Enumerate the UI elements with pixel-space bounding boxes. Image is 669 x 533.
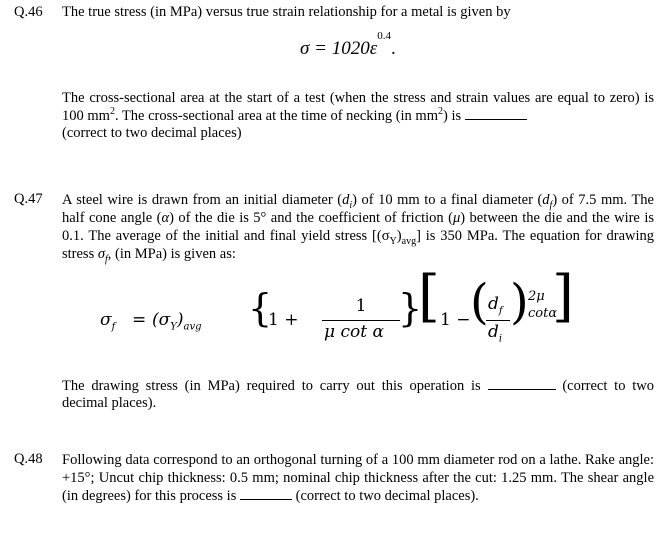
eq-lhs: $\sigma_f$	[100, 310, 116, 333]
para-text: ] is 350 MPa. The equation for drawing stress	[62, 228, 655, 262]
sub-i: i	[349, 199, 353, 211]
para-text: (correct to two decimal places).	[62, 378, 655, 411]
eq-right-paren: )	[510, 274, 529, 330]
eq-numerator: 1	[355, 296, 367, 316]
para-text: , (in MPa) is given as:	[107, 246, 236, 262]
para-text: The drawing stress (in MPa) required to carry out this operation is	[62, 378, 481, 394]
question-47-text	[62, 191, 654, 263]
var-d: d	[542, 192, 550, 208]
question-number: Q.48	[14, 451, 43, 467]
eq-denominator: μ cot α	[324, 322, 384, 342]
para-text: ) between the die and the wire is 0.1. The average of the initial and final yield stress [(σ	[62, 210, 654, 244]
question-46-paragraph	[62, 90, 654, 142]
question-47-paragraph	[62, 377, 654, 412]
eq-fraction-bar	[322, 320, 400, 321]
superscript: 2	[438, 106, 443, 118]
question-number: Q.46	[14, 4, 43, 20]
eq-one-minus: 1 −	[440, 310, 471, 330]
eq-right-brace: }	[398, 286, 423, 330]
eq-one-plus: 1 +	[268, 310, 299, 330]
var-sigma: σ	[97, 246, 106, 262]
eq-left-bracket: [	[418, 264, 440, 329]
question-number: Q.47	[14, 191, 43, 207]
stress-strain-equation: $\sigma = 1020\varepsilon^{0.4}$.	[300, 29, 396, 59]
sub-avg: avg	[401, 235, 417, 247]
eq-equals: =	[132, 310, 147, 330]
para-text: ) of the die is 5° and the coefficient of friction (	[169, 210, 453, 226]
para-text: (correct to two decimal places)	[62, 125, 242, 141]
answer-blank[interactable]	[240, 487, 292, 500]
superscript: 2	[109, 106, 115, 118]
answer-blank[interactable]	[465, 107, 527, 120]
eq-di: $d_i$	[488, 322, 503, 345]
eq-left-paren: (	[470, 274, 489, 330]
eq-df: $d_f$	[488, 294, 503, 317]
eq-right-bracket: ]	[552, 264, 574, 329]
para-text: ) of 7.5 mm. The half cone angle (	[62, 192, 654, 226]
para-text: The cross-sectional area at the start of a test (when the stress and strain values are equal to zero) is 100 mm	[62, 90, 654, 124]
para-text: Following data correspond to an orthogonal turning of a 100 mm diameter rod on a lathe. Rake angle: +15°; Uncut chip thickness: 0.5 mm; nominal chip thickness after the cut: 1.25 mm. The shear angle (in degrees) for this process is	[62, 452, 654, 504]
para-text: . The cross-sectional area at the time of necking (in mm	[114, 108, 438, 124]
para-text: )	[396, 228, 402, 244]
equation-body: σ = 1020ε	[300, 38, 378, 59]
eq-sigma-y: $(\sigma_Y)_{avg}$	[152, 310, 202, 333]
para-text: ) of 10 mm to a final diameter (	[352, 192, 543, 208]
var-alpha: α	[161, 210, 170, 226]
eq-ratio-bar	[486, 320, 510, 321]
var-d: d	[342, 192, 350, 208]
para-text: ) is	[443, 108, 462, 124]
question-48-text	[62, 451, 654, 505]
eq-exponent: 2μ cotα	[528, 289, 558, 321]
eq-left-brace: {	[248, 286, 273, 330]
equation-exponent: 0.4	[377, 29, 391, 42]
sub-f: f	[549, 199, 553, 211]
var-mu: μ	[452, 210, 461, 226]
answer-blank[interactable]	[488, 377, 556, 390]
question-text: The true stress (in MPa) versus true strain relationship for a metal is given by	[62, 4, 511, 20]
para-text: (correct to two decimal places).	[295, 488, 479, 504]
drawing-stress-equation	[100, 264, 574, 356]
sub-f: f	[105, 253, 108, 265]
para-text: A steel wire is drawn from an initial diameter (	[62, 192, 343, 208]
sub-y: Y	[389, 235, 397, 247]
